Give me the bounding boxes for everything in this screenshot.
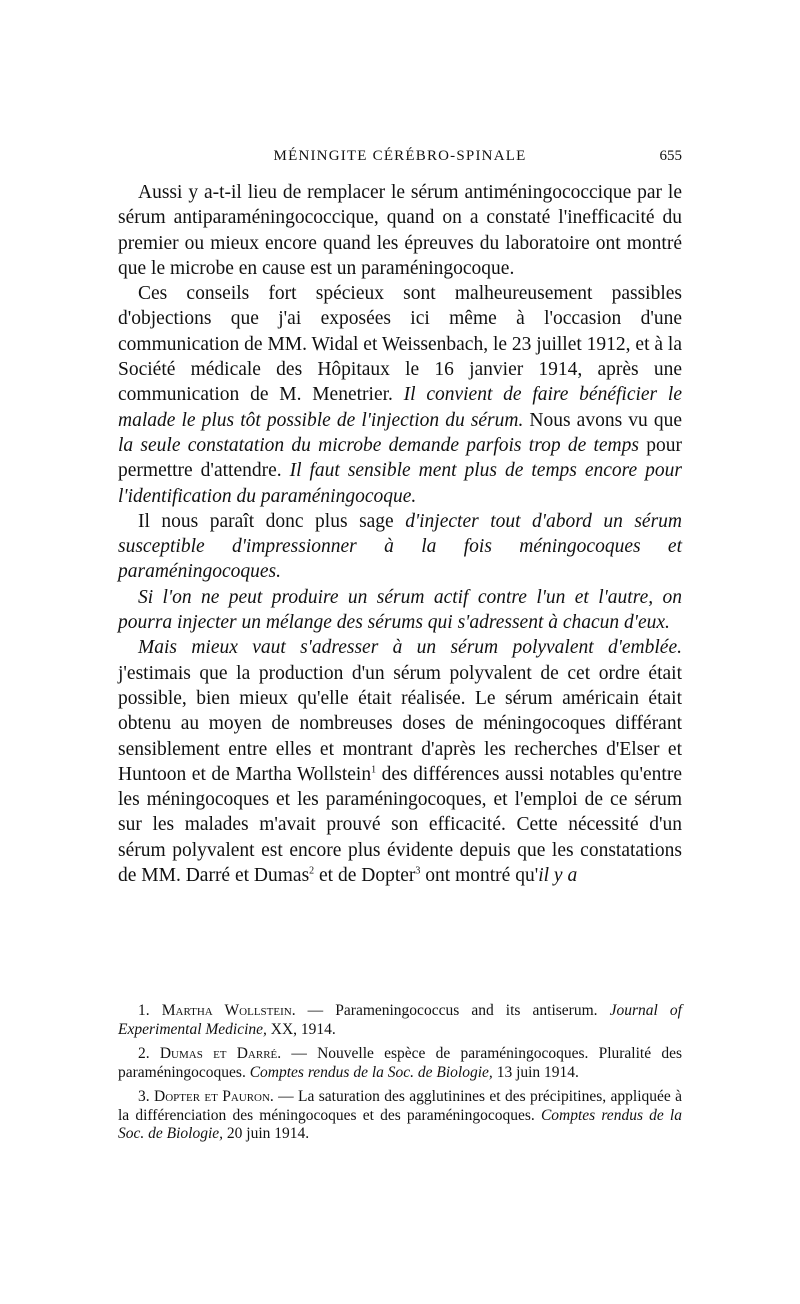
text-run: des différences aussi notables qu'entre les méningocoques et les paraméningocoques, et l'emploi de ce sérum sur les malades m'avait prouvé son efficacité. Cette nécessité d'un sérum polyvalent est encore plus évidente depuis que les constatations de MM. Darré et Dumas [118, 763, 682, 887]
footnote-author: Dopter et Pauron. [154, 1088, 274, 1105]
text-run: Il nous paraît donc plus sage [138, 510, 406, 532]
footnote-ref: 3 [415, 865, 421, 877]
page-header [118, 148, 682, 172]
running-head: MÉNINGITE CÉRÉBRO-SPINALE [273, 148, 527, 164]
text-run: Ces conseils fort spécieux sont malheureusement passibles d'objections que j'ai exposées ici même à l'occasion d'une communication de MM. Widal et Weissenbach, le 23 juillet 1912, et à la Société médicale des Hôpitaux le 16 janvier 1914, après une communication de M. Menetrier. [118, 283, 682, 406]
text-run: Nous avons vu que [523, 409, 682, 431]
footnote-journal: Journal of Experimental Medicine, [118, 1002, 682, 1038]
body-text [118, 180, 682, 888]
italic-text: Si l'on ne peut produire un sérum actif contre l'un et l'autre, on pourra injecter un mélange des sérums qui s'adressent à chacun d'eux. [118, 586, 682, 634]
footnote-text: 13 juin 1914. [492, 1063, 579, 1081]
text-run: pour permettre d'attendre. [118, 434, 682, 482]
text-run: Aussi y a-t-il lieu de remplacer le sérum antiméningococcique par le sérum antiparaméningococcique, quand on a constaté l'inefficacité du premier ou mieux encore quand les épreuves du laboratoire ont montré que le microbe en cause est un paraméningocoque. [118, 182, 682, 279]
footnote-number: 3. [138, 1088, 154, 1105]
paragraph [118, 635, 682, 888]
footnotes [118, 1002, 682, 1150]
text-run: j'estimais que la production d'un sérum polyvalent de cet ordre était possible, bien mieux qu'elle était réalisée. Le sérum américain était obtenu au moyen de nombreuses doses de méningocoques différant sensiblement entre elles et montrant d'après les recherches d'Elser et Huntoon et de Martha Wollstein [118, 662, 682, 785]
footnote [118, 1002, 682, 1039]
paragraph [118, 180, 682, 281]
footnote-journal: Comptes rendus de la Soc. de Biologie, [249, 1063, 493, 1081]
footnote [118, 1088, 682, 1144]
footnote-text: 20 juin 1914. [223, 1125, 310, 1142]
italic-text: Il faut sensible ment plus de temps encore pour l'identification du paraméningocoque. [118, 460, 682, 507]
italic-text: la seule constatation du microbe demande parfois trop de temps [118, 434, 639, 456]
footnote-ref: 2 [309, 865, 315, 877]
italic-text: d'injecter tout d'abord un sérum susceptible d'impressionner à la fois méningocoques et paraméningocoques. [118, 510, 682, 583]
footnote-number: 1. [138, 1002, 162, 1019]
footnote-number: 2. [138, 1045, 160, 1062]
page-number: 655 [659, 148, 682, 164]
paragraph [118, 281, 682, 509]
text-run: ont montré qu' [420, 865, 539, 887]
footnote-ref: 1 [371, 764, 377, 776]
paragraph [118, 585, 682, 636]
footnote-author: Dumas et Darré. [159, 1045, 282, 1062]
paragraph [118, 509, 682, 585]
footnote-text: XX, 1914. [266, 1020, 336, 1038]
footnote-text: — Parameningococcus and its antiserum. [295, 1002, 610, 1019]
footnote-text: — Nouvelle espèce de paraméningocoques. Pluralité des paraméningocoques. [118, 1045, 682, 1081]
text-run: et de Dopter [314, 865, 416, 887]
italic-text: il y a [538, 865, 578, 887]
footnote-author: Martha Wollstein. [161, 1002, 296, 1019]
footnote [118, 1045, 682, 1082]
footnote-text: — La saturation des agglutinines et des précipitines, appliquée à la différenciation des méningocoques et des paraméningocoques. [118, 1088, 683, 1124]
footnote-journal: Comptes rendus de la Soc. de Biologie, [118, 1106, 682, 1142]
italic-text: Il convient de faire bénéficier le malade le plus tôt possible de l'injection du sérum. [118, 384, 682, 431]
italic-text: Mais mieux vaut s'adresser à un sérum polyvalent d'emblée. [138, 637, 682, 659]
